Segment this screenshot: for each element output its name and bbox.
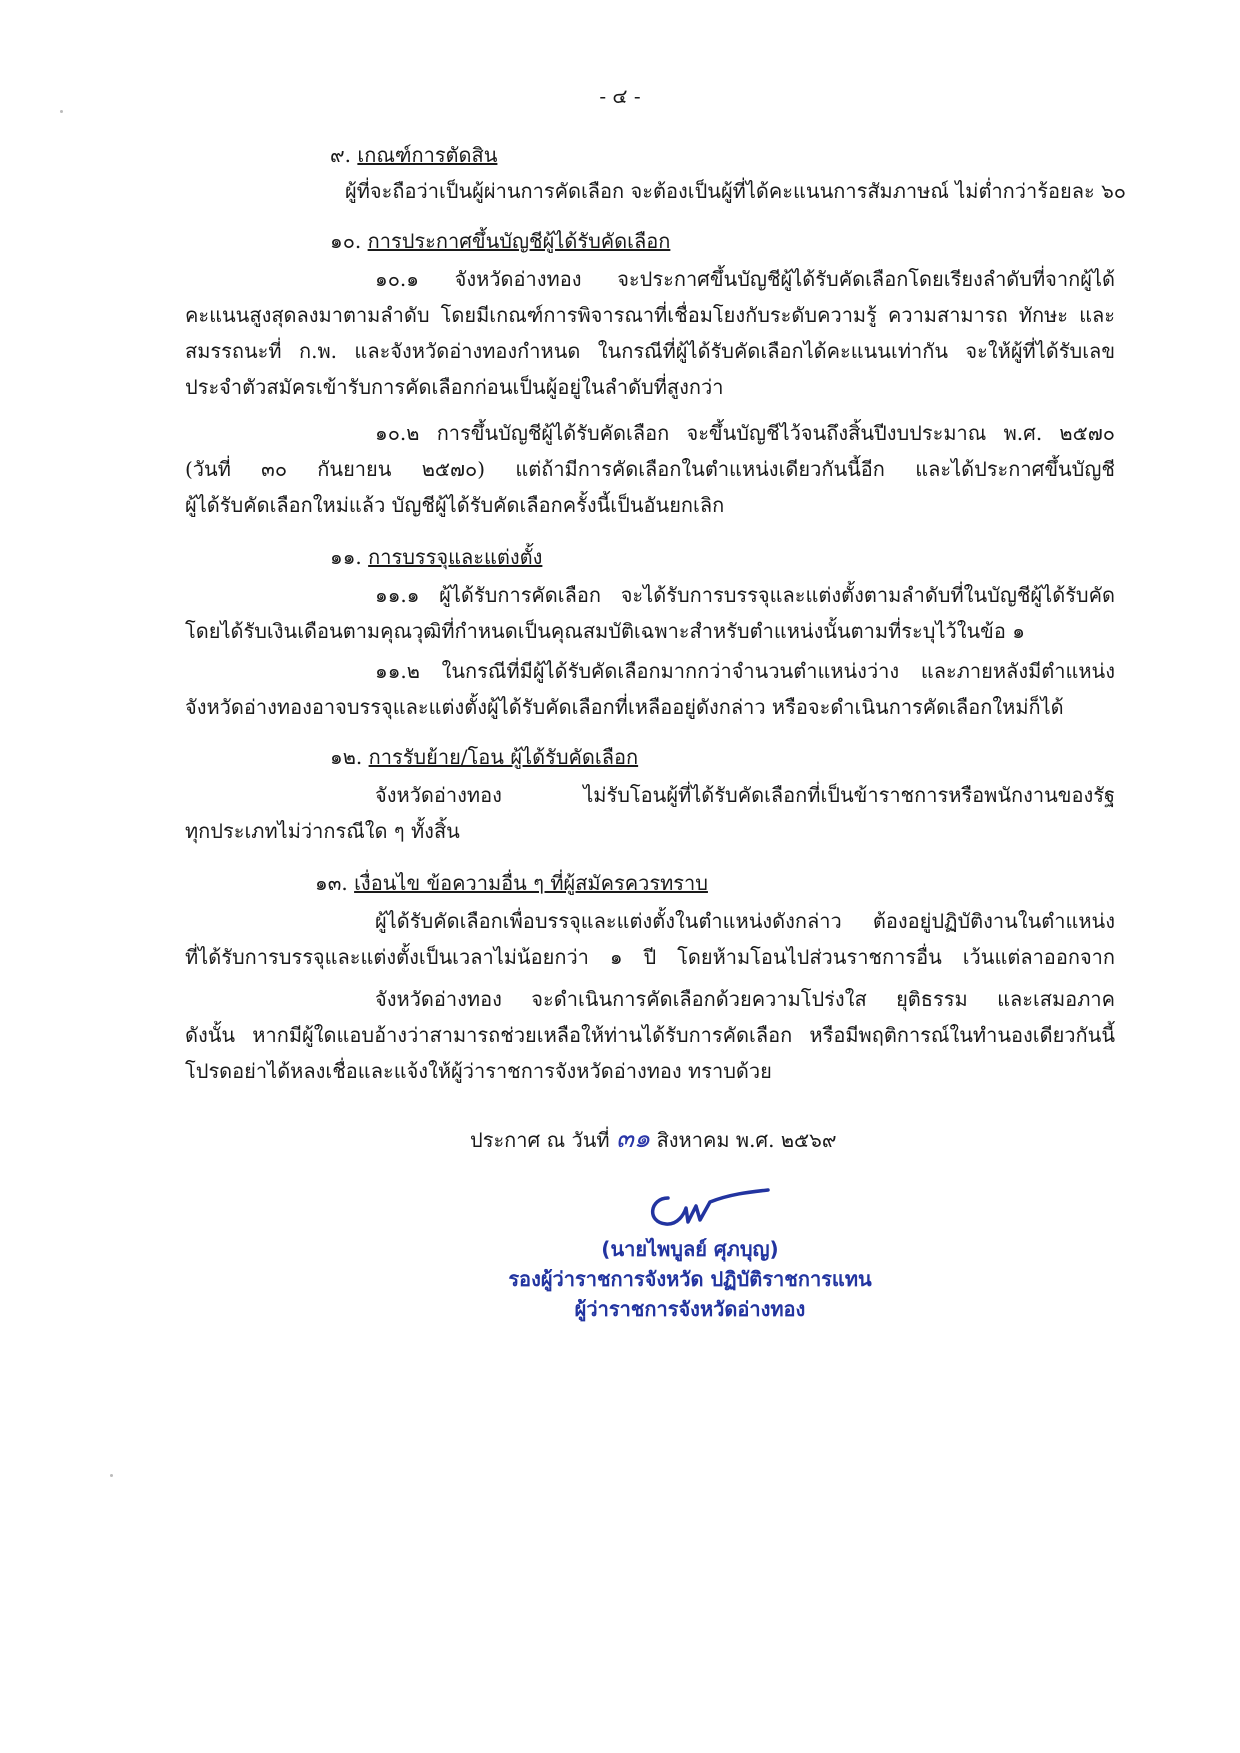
paragraph-line: ผู้ได้รับคัดเลือกเพื่อบรรจุและแต่งตั้งในตำแหน่งดังกล่าว ต้องอยู่ปฏิบัติงานในตำแหน่ง (375, 909, 1115, 933)
paragraph-line: ประจำตัวสมัครเข้ารับการคัดเลือกก่อนเป็นผู้อยู่ในลำดับที่สูงกว่า (185, 375, 724, 399)
paragraph-line: โปรดอย่าได้หลงเชื่อและแจ้งให้ผู้ว่าราชการจังหวัดอ่างทอง ทราบด้วย (185, 1059, 772, 1083)
section-number: ๑๑. (330, 545, 362, 569)
paragraph-line: ผู้ที่จะถือว่าเป็นผู้ผ่านการคัดเลือก จะต้องเป็นผู้ที่ได้คะแนนการสัมภาษณ์ ไม่ต่ำกว่าร้อยละ ๖๐ (345, 179, 1126, 203)
section-title: เงื่อนไข ข้อความอื่น ๆ ที่ผู้สมัครควรทราบ (354, 871, 708, 895)
section-9-heading (330, 140, 497, 170)
paragraph-line: ๑๐.๒ การขึ้นบัญชีผู้ได้รับคัดเลือก จะขึ้นบัญชีไว้จนถึงสิ้นปีงบประมาณ พ.ศ. ๒๕๗๐ (375, 421, 1115, 445)
section-10-heading (330, 226, 670, 256)
paragraph-line: ที่ได้รับการบรรจุและแต่งตั้งเป็นเวลาไม่น้อยกว่า ๑ ปี โดยห้ามโอนไปส่วนราชการอื่น เว้นแต่ลาออกจาก (185, 945, 1115, 969)
paragraph-line: คะแนนสูงสุดลงมาตามลำดับ โดยมีเกณฑ์การพิจารณาที่เชื่อมโยงกับระดับความรู้ ความสามารถ ทักษะ และ (185, 303, 1115, 327)
section-13-heading (315, 868, 708, 898)
paragraph-line: จังหวัดอ่างทอง ไม่รับโอนผู้ที่ได้รับคัดเลือกที่เป็นข้าราชการหรือพนักงานของรัฐ (375, 783, 1115, 807)
paragraph-line: ๑๑.๒ ในกรณีที่มีผู้ได้รับคัดเลือกมากกว่าจำนวนตำแหน่งว่าง และภายหลังมีตำแหน่ง (375, 659, 1115, 683)
signer-name: (นายไพบูลย์ ศุภบุญ) (601, 1237, 779, 1261)
page-number: - ๔ - (599, 84, 641, 108)
handwritten-signature (640, 1176, 770, 1236)
section-title: การประกาศขึ้นบัญชีผู้ได้รับคัดเลือก (367, 229, 671, 253)
section-title: การบรรจุและแต่งตั้ง (368, 545, 543, 569)
handwritten-day: ๓๑ (615, 1124, 651, 1154)
paragraph-line: ดังนั้น หากมีผู้ใดแอบอ้างว่าสามารถช่วยเหลือให้ท่านได้รับการคัดเลือก หรือมีพฤติการณ์ในทำนองเดียวกันนี้ (185, 1023, 1115, 1047)
announcement-date (470, 1124, 837, 1155)
scan-speck (110, 1474, 113, 1477)
section-number: ๙. (330, 143, 352, 167)
announcement-suffix: สิงหาคม พ.ศ. ๒๕๖๙ (656, 1128, 837, 1152)
section-number: ๑๒. (330, 745, 363, 769)
paragraph-line: สมรรถนะที่ ก.พ. และจังหวัดอ่างทองกำหนด ในกรณีที่ผู้ได้รับคัดเลือกได้คะแนนเท่ากัน จะให้ผู้ที่ได้รับเลข (185, 339, 1115, 363)
paragraph-line: จังหวัดอ่างทองอาจบรรจุและแต่งตั้งผู้ได้รับคัดเลือกที่เหลืออยู่ดังกล่าว หรือจะดำเนินการคัดเลือกใหม่ก็ได้ (185, 695, 1064, 719)
signer-title-line-1: รองผู้ว่าราชการจังหวัด ปฏิบัติราชการแทน (508, 1267, 872, 1291)
paragraph-line: ๑๑.๑ ผู้ได้รับการคัดเลือก จะได้รับการบรรจุและแต่งตั้งตามลำดับที่ในบัญชีผู้ได้รับคัด (375, 583, 1115, 607)
section-11-heading (330, 542, 542, 572)
scan-speck (60, 110, 63, 113)
paragraph-line: จังหวัดอ่างทอง จะดำเนินการคัดเลือกด้วยความโปร่งใส ยุติธรรม และเสมอภาค (375, 987, 1115, 1011)
section-number: ๑๐. (330, 229, 362, 253)
paragraph-line: ผู้ได้รับคัดเลือกใหม่แล้ว บัญชีผู้ได้รับคัดเลือกครั้งนี้เป็นอันยกเลิก (185, 493, 725, 517)
section-number: ๑๓. (315, 871, 348, 895)
paragraph-line: ๑๐.๑ จังหวัดอ่างทอง จะประกาศขึ้นบัญชีผู้ได้รับคัดเลือกโดยเรียงลำดับที่จากผู้ได้ (375, 267, 1115, 291)
section-title: การรับย้าย/โอน ผู้ได้รับคัดเลือก (368, 745, 639, 769)
section-12-heading (330, 742, 638, 772)
paragraph-line: โดยได้รับเงินเดือนตามคุณวุฒิที่กำหนดเป็นคุณสมบัติเฉพาะสำหรับตำแหน่งนั้นตามที่ระบุไว้ในข้อ ๑ (185, 619, 1025, 643)
paragraph-line: ทุกประเภทไม่ว่ากรณีใด ๆ ทั้งสิ้น (185, 819, 460, 843)
signer-title-line-2: ผู้ว่าราชการจังหวัดอ่างทอง (574, 1297, 806, 1321)
paragraph-line: (วันที่ ๓๐ กันยายน ๒๕๗๐) แต่ถ้ามีการคัดเลือกในตำแหน่งเดียวกันนี้อีก และได้ประกาศขึ้นบัญชี (185, 457, 1115, 481)
announcement-prefix: ประกาศ ณ วันที่ (470, 1128, 610, 1152)
section-title: เกณฑ์การตัดสิน (357, 143, 498, 167)
